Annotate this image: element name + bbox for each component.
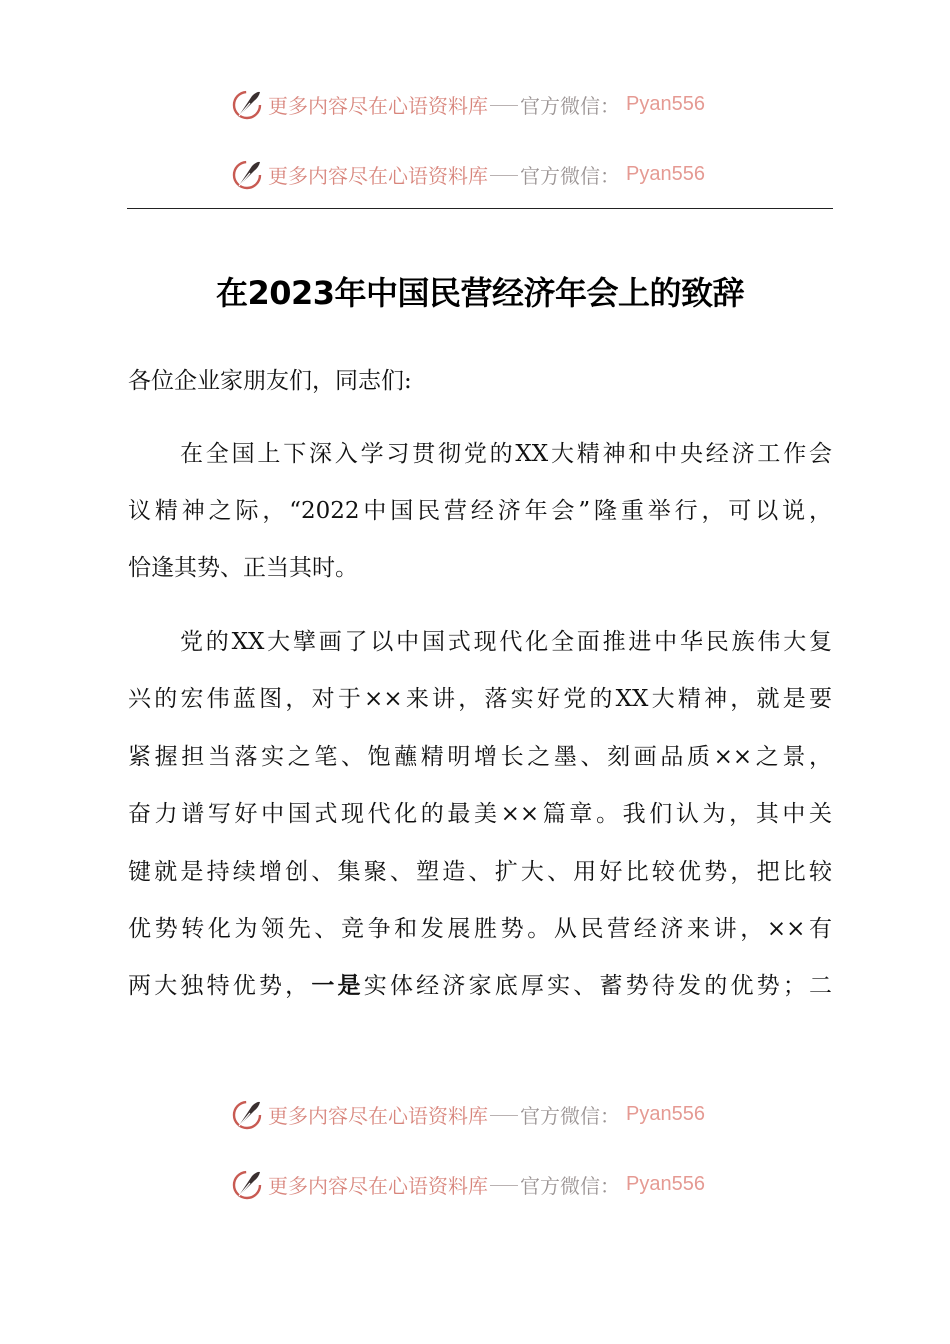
watermark-bottom-2 — [230, 1166, 705, 1202]
paragraph-2-line-7 — [128, 969, 832, 1003]
paragraph-2-line-4: 奋力谱写好中国式现代化的最美××篇章。我们认为，其中关 — [128, 801, 832, 827]
watermark-dash — [490, 175, 518, 176]
watermark-top-1 — [230, 86, 705, 122]
watermark-wechat-id: Pyan556 — [626, 162, 705, 185]
watermark-suffix: 官方微信： — [520, 1173, 620, 1198]
paragraph-2-line-1: 党的XX大擘画了以中国式现代化全面推进中华民族伟大复 — [180, 629, 832, 655]
paragraph-2-line-5: 键就是持续增创、集聚、塑造、扩大、用好比较优势，把比较 — [128, 859, 832, 885]
watermark-dash — [490, 105, 518, 106]
paragraph-2-line-2: 兴的宏伟蓝图，对于××来讲，落实好党的XX大精神，就是要 — [128, 686, 832, 712]
watermark-suffix: 官方微信： — [520, 163, 620, 188]
paragraph-1-line-3: 恰逢其势、正当其时。 — [128, 555, 358, 581]
quill-pen-logo-icon — [230, 1097, 264, 1131]
watermark-text: 更多内容尽在心语资料库 — [268, 1103, 488, 1128]
watermark-wechat-id: Pyan556 — [626, 92, 705, 115]
salutation: 各位企业家朋友们，同志们: — [128, 368, 412, 394]
watermark-text: 更多内容尽在心语资料库 — [268, 93, 488, 118]
paragraph-2-line-7-post: 实体经济家底厚实、蓄势待发的优势；二 — [363, 973, 833, 999]
watermark-bottom-1 — [230, 1096, 705, 1132]
watermark-suffix: 官方微信： — [520, 1103, 620, 1128]
watermark-dash — [490, 1185, 518, 1186]
watermark-wechat-id: Pyan556 — [626, 1102, 705, 1125]
watermark-text: 更多内容尽在心语资料库 — [268, 163, 488, 188]
watermark-wechat-id: Pyan556 — [626, 1172, 705, 1195]
watermark-top-2 — [230, 156, 705, 192]
paragraph-2-line-7-pre: 两大独特优势， — [128, 973, 312, 999]
quill-pen-logo-icon — [230, 87, 264, 121]
paragraph-2-line-7-bold: 一是 — [311, 972, 364, 999]
paragraph-2-line-3: 紧握担当落实之笔、饱蘸精明增长之墨、刻画品质××之景， — [128, 744, 832, 770]
document-title: 在2023年中国民营经济年会上的致辞 — [215, 274, 745, 312]
paragraph-2-line-6: 优势转化为领先、竞争和发展胜势。从民营经济来讲，××有 — [128, 916, 832, 942]
watermark-text: 更多内容尽在心语资料库 — [268, 1173, 488, 1198]
paragraph-1-line-2: 议精神之际，“2022中国民营经济年会”隆重举行，可以说， — [128, 498, 832, 524]
watermark-dash — [490, 1115, 518, 1116]
quill-pen-logo-icon — [230, 157, 264, 191]
paragraph-1-line-1: 在全国上下深入学习贯彻党的XX大精神和中央经济工作会 — [180, 441, 832, 467]
quill-pen-logo-icon — [230, 1167, 264, 1201]
header-divider — [127, 208, 833, 209]
watermark-suffix: 官方微信： — [520, 93, 620, 118]
